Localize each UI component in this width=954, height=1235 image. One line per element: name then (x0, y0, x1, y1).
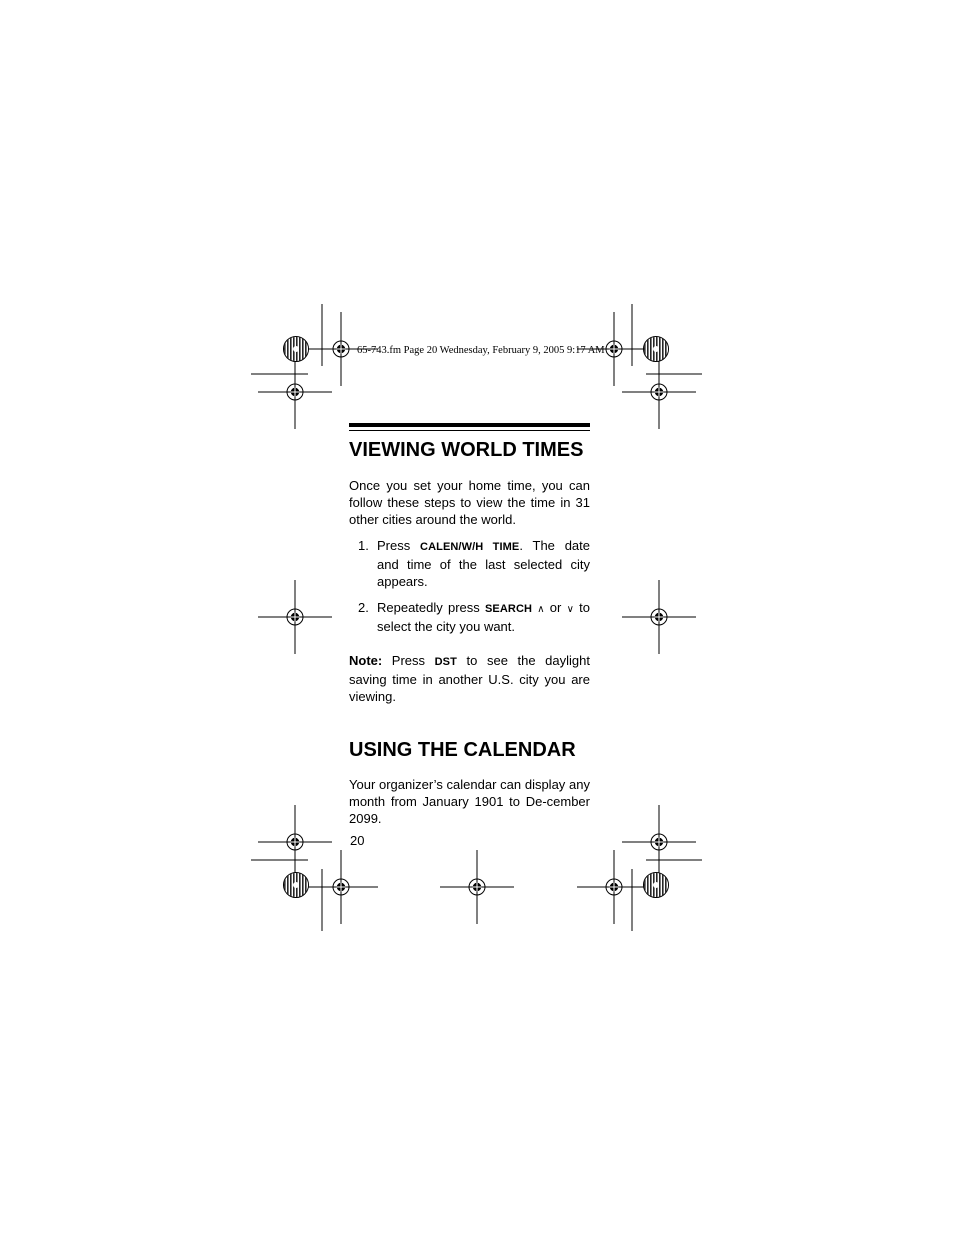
starburst-mark (284, 337, 309, 362)
key-name: CALEN/W/H TIME (420, 541, 520, 553)
list-item (349, 537, 590, 590)
step-text: . The date and time of the last selected city appears. (377, 538, 591, 589)
step-text: Repeatedly press (377, 600, 485, 615)
step-text: to select the city you want. (377, 600, 590, 634)
heading-rule-thin (349, 430, 590, 431)
key-name: DST (434, 656, 457, 668)
down-arrow-icon: ∨ (566, 604, 574, 615)
page-number: 20 (350, 833, 365, 848)
key-name: SEARCH (484, 603, 533, 615)
note-text: Press (382, 653, 435, 668)
registration-mark (622, 355, 696, 429)
intro-paragraph: Once you set your home time, you can follow these steps to view the time in 31 other cities around the world. (349, 478, 590, 527)
note-text: to see the daylight saving time in another U.S. city you are viewing. (349, 653, 590, 704)
step-list (349, 537, 590, 635)
section-heading: VIEWING WORLD TIMES (349, 439, 584, 461)
starburst-mark (644, 337, 669, 362)
registration-mark (440, 850, 514, 924)
list-item (349, 599, 590, 635)
registration-mark (258, 580, 332, 654)
registration-mark (304, 850, 378, 924)
calendar-paragraph: Your organizer’s calendar can display any month from January 1901 to De-cember 2099. (349, 777, 590, 826)
registration-mark (622, 805, 696, 879)
registration-mark (258, 355, 332, 429)
step-text: Press (377, 538, 421, 553)
registration-mark (577, 850, 651, 924)
step-number: 2. (358, 600, 369, 615)
note-paragraph (349, 652, 590, 705)
starburst-mark (644, 873, 669, 898)
starburst-mark (284, 873, 309, 898)
note-label: Note: (349, 653, 383, 668)
registration-mark (622, 580, 696, 654)
file-slug: 65-743.fm Page 20 Wednesday, February 9, 2005 9:17 AM (357, 345, 605, 356)
page-content (349, 423, 590, 827)
section-heading: USING THE CALENDAR (349, 739, 576, 761)
step-number: 1. (358, 538, 369, 553)
heading-rule-thick (349, 423, 590, 427)
step-text: or (544, 600, 567, 615)
registration-mark (258, 805, 332, 879)
up-arrow-icon: ∧ (537, 604, 545, 615)
